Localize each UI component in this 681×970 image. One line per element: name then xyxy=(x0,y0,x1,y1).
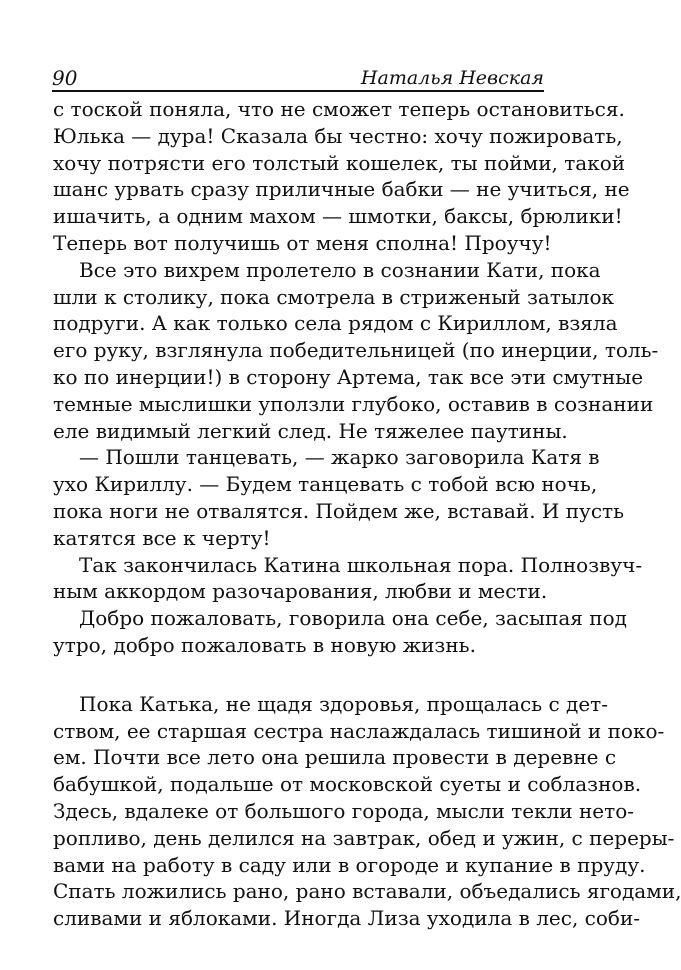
body-text xyxy=(53,96,681,932)
text-line: еле видимый легкий след. Не тяжелее паутины. xyxy=(53,418,568,443)
paragraph xyxy=(53,605,627,659)
text-line: сливами и яблоками. Иногда Лиза уходила в лес, соби- xyxy=(53,906,641,931)
text-line: ко по инерции!) в сторону Артема, так все эти смутные xyxy=(53,364,644,389)
text-line: Все это вихрем пролетело в сознании Кати, пока xyxy=(79,257,601,282)
paragraph xyxy=(53,552,643,606)
section-break xyxy=(53,659,541,691)
paragraph xyxy=(53,96,630,257)
text-line: его руку, взглянула победительницей (по инерции, толь- xyxy=(53,338,659,363)
text-line: ным аккордом разочарования, любви и мести. xyxy=(53,579,548,604)
text-line: шли к столику, пока смотрела в стриженый затылок xyxy=(53,284,615,309)
text-line: Так закончилась Катина школьная пора. Полнозвуч- xyxy=(79,552,643,577)
page-number: 90 xyxy=(52,66,78,90)
text-line: Добро пожаловать, говорила она себе, засыпая под xyxy=(79,606,627,631)
text-line: темные мыслишки уползли глубоко, оставив в сознании xyxy=(53,391,654,416)
text-line: ем. Почти все лето она решила провести в деревне с xyxy=(53,745,617,770)
paragraph xyxy=(53,257,659,445)
text-line: ишачить, а одним махом — шмотки, баксы, брюлики! xyxy=(53,204,623,229)
text-line: подруги. А как только села рядом с Кириллом, взяла xyxy=(53,311,618,336)
text-line: Теперь вот получишь от меня сполна! Проучу! xyxy=(53,230,552,255)
text-line: утро, добро пожаловать в новую жизнь. xyxy=(53,632,476,657)
text-line: хочу потрясти его толстый кошелек, ты пойми, такой xyxy=(53,150,626,175)
text-line: Юлька — дура! Сказала бы честно: хочу пожировать, xyxy=(53,123,623,148)
text-line: ухо Кириллу. — Будем танцевать с тобой всю ночь, xyxy=(53,472,598,497)
text-line: бабушкой, подальше от московской суеты и соблазнов. xyxy=(53,772,642,797)
text-line: Спать ложились рано, рано вставали, объедались ягодами, xyxy=(53,879,681,904)
text-line: пока ноги не отвалятся. Пойдем же, вставай. И пусть xyxy=(53,498,624,523)
text-line: с тоской поняла, что не сможет теперь остановиться. xyxy=(53,97,625,121)
text-line: катятся все к черту! xyxy=(53,525,271,550)
running-title: Наталья Невская xyxy=(360,67,544,89)
paragraph xyxy=(53,444,624,551)
text-line: — Пошли танцевать, — жарко заговорила Катя в xyxy=(79,445,600,470)
page-header xyxy=(52,60,544,92)
text-line: Пока Катька, не щадя здоровья, прощалась с дет- xyxy=(79,691,608,716)
text-line: вами на работу в саду или в огороде и купание в пруду. xyxy=(53,852,646,877)
text-line: шанс урвать сразу приличные бабки — не учиться, не xyxy=(53,177,630,202)
text-line: ством, ее старшая сестра наслаждалась тишиной и поко- xyxy=(53,718,665,743)
text-line: Здесь, вдалеке от большого города, мысли текли нето- xyxy=(53,798,635,823)
text-line: ропливо, день делился на завтрак, обед и ужин, с переры- xyxy=(53,825,675,850)
paragraph xyxy=(53,691,681,932)
